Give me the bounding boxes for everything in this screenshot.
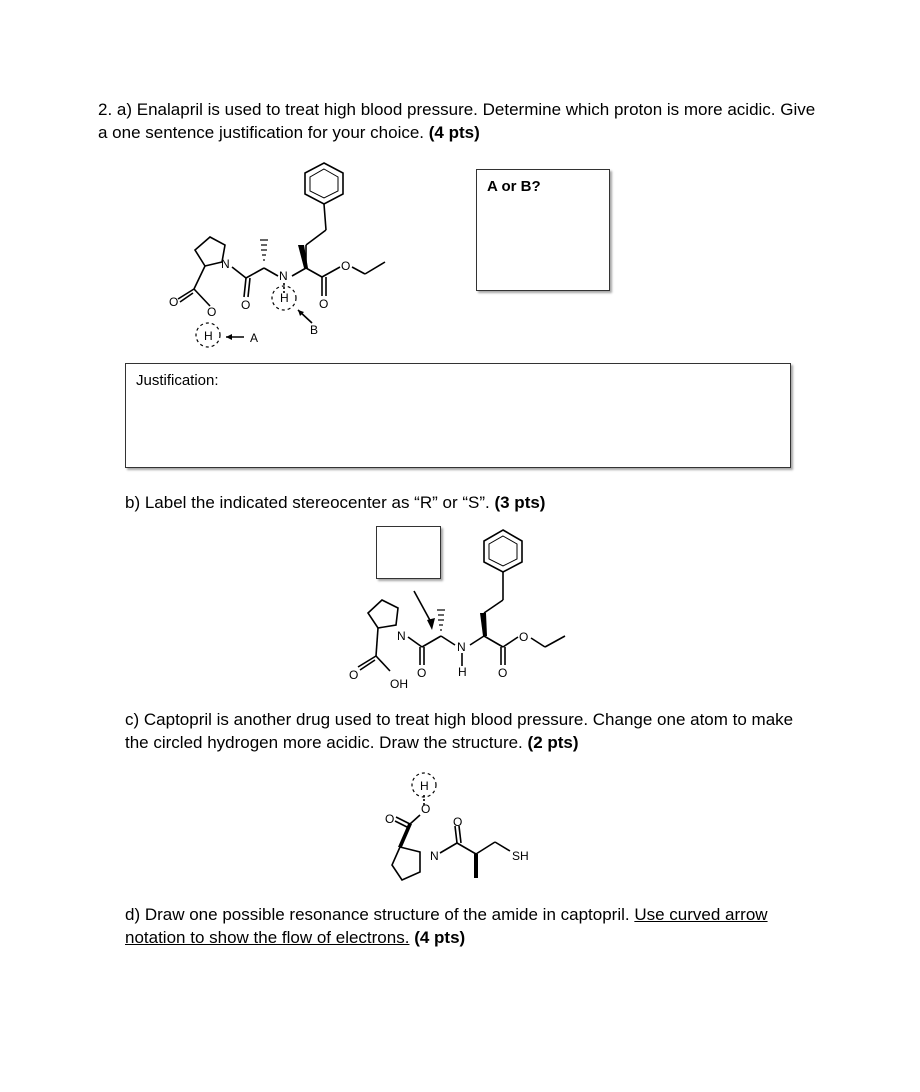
question-number: 2. bbox=[98, 100, 113, 119]
justification-box[interactable] bbox=[125, 363, 791, 468]
atom-h: H bbox=[458, 665, 467, 679]
atom-o1: O bbox=[349, 668, 359, 682]
captopril-structure bbox=[375, 765, 545, 885]
wedge-bond bbox=[474, 854, 478, 878]
atom-o-acid: O bbox=[207, 305, 217, 319]
atom-n2: N bbox=[279, 269, 288, 283]
atom-o-ester: O bbox=[519, 630, 529, 644]
question-2a bbox=[98, 98, 818, 144]
atom-n: N bbox=[430, 849, 439, 863]
atom-o2: O bbox=[417, 666, 427, 680]
question-2c-points: (2 pts) bbox=[527, 733, 579, 752]
atom-o-acid: O bbox=[421, 802, 431, 816]
question-2b-text: b) Label the indicated stereocenter as “R” or “S”. bbox=[125, 493, 490, 512]
hashed-bonds bbox=[437, 610, 445, 630]
question-2c bbox=[125, 708, 815, 754]
answer-box-a-or-b[interactable] bbox=[476, 169, 610, 291]
atom-o-ester: O bbox=[341, 259, 351, 273]
justification-label: Justification: bbox=[136, 372, 219, 389]
answer-box-label: A or B? bbox=[487, 178, 541, 195]
molecule-bonds bbox=[392, 795, 510, 880]
question-2d-points: (4 pts) bbox=[414, 928, 466, 947]
atom-n1: N bbox=[397, 629, 406, 643]
atom-o1: O bbox=[169, 295, 179, 309]
enalapril-structure-a bbox=[150, 155, 430, 355]
question-2d bbox=[125, 903, 815, 949]
label-a: A bbox=[250, 331, 259, 345]
atom-o1: O bbox=[385, 812, 395, 826]
atom-h-b: H bbox=[280, 291, 289, 305]
atom-h-a: H bbox=[204, 329, 213, 343]
label-b: B bbox=[310, 323, 319, 337]
atom-sh: SH bbox=[512, 849, 529, 863]
question-2d-underlined: Use curved arrow notation to show the flow of electrons. bbox=[125, 905, 768, 947]
question-2b bbox=[125, 491, 845, 514]
atom-h: H bbox=[420, 779, 429, 793]
hashed-bonds bbox=[260, 240, 268, 260]
question-2c-text: c) Captopril is another drug used to treat high blood pressure. Change one atom to make the circled hydrogen more acidic. Draw the structure. bbox=[125, 710, 794, 752]
atom-o3: O bbox=[498, 666, 508, 680]
atom-oh: OH bbox=[390, 677, 408, 691]
atom-o2: O bbox=[453, 815, 463, 829]
question-2b-points: (3 pts) bbox=[494, 493, 546, 512]
atom-o2: O bbox=[241, 298, 251, 312]
atom-o3: O bbox=[319, 297, 329, 311]
question-2a-text: a) Enalapril is used to treat high blood pressure. Determine which proton is more acidic. Give a one sentence justification for your choice. bbox=[98, 100, 816, 142]
atom-n2: N bbox=[457, 640, 466, 654]
atom-n1: N bbox=[221, 257, 230, 271]
enalapril-structure-b bbox=[340, 525, 580, 695]
question-2d-text: d) Draw one possible resonance structure of the amide in captopril. bbox=[125, 905, 630, 924]
question-2a-points: (4 pts) bbox=[428, 123, 480, 142]
